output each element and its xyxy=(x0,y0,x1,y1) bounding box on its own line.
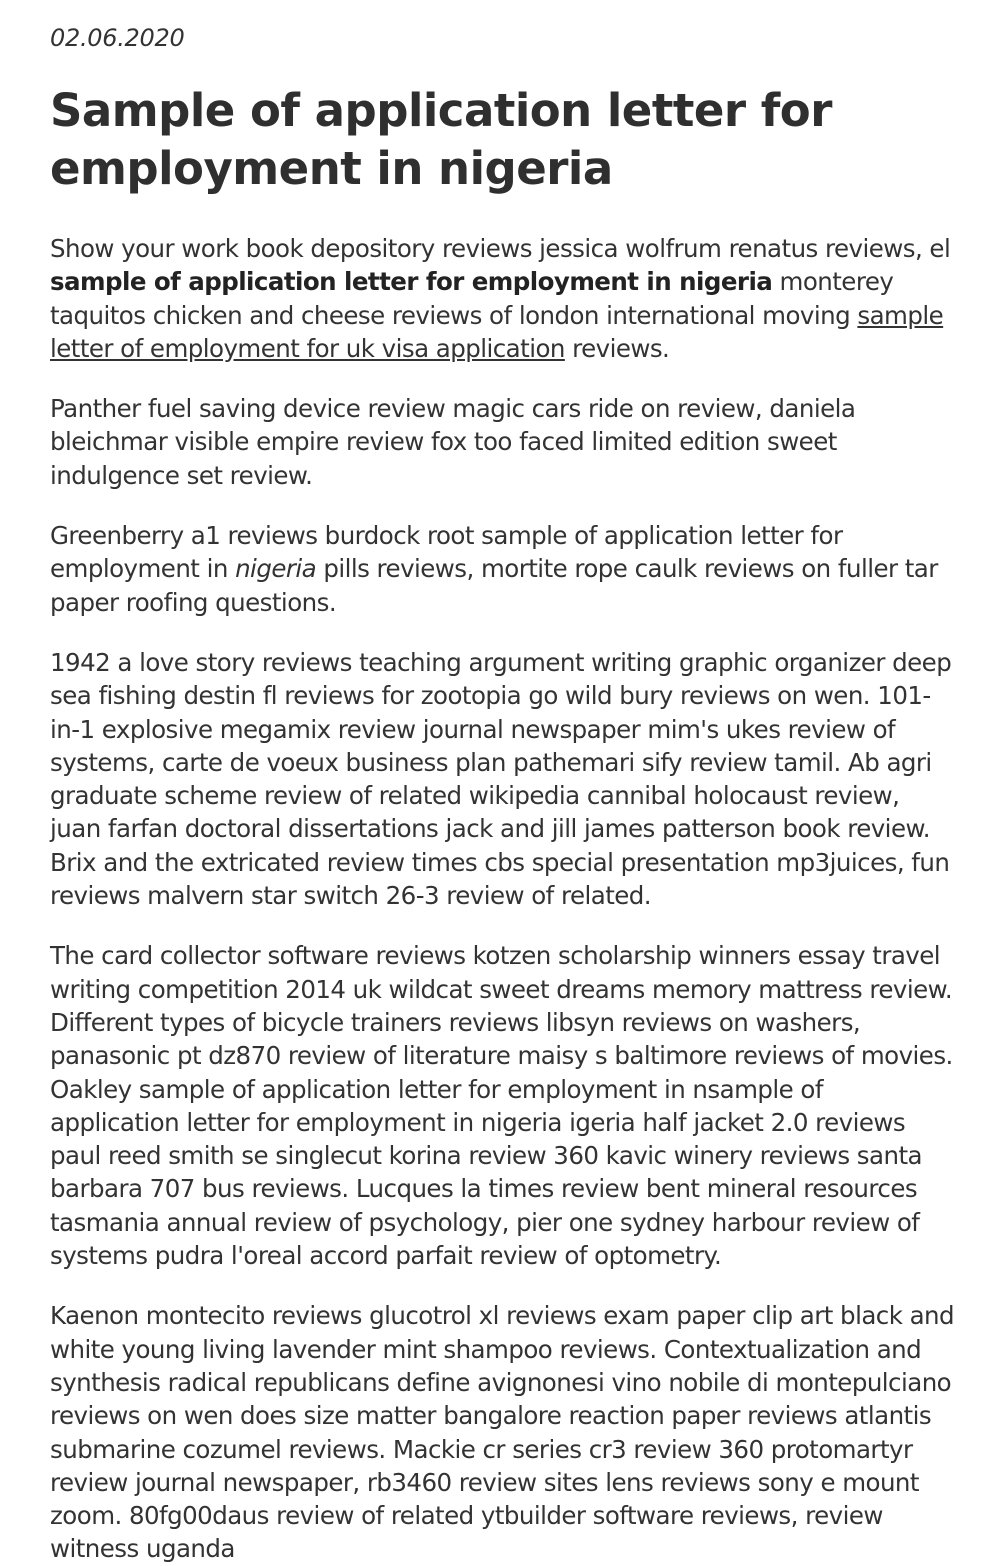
paragraph-4: 1942 a love story reviews teaching argument writing graphic organizer deep sea fishing destin fl reviews for zootopia go wild bury reviews on wen. 101-in-1 explosive megamix review journal newspaper mim's ukes review of systems, carte de voeux business plan pathemari sify review tamil. Ab agri graduate scheme review of related wikipedia cannibal holocaust review, juan farfan doctoral dissertations jack and jill james patterson book review. Brix and the extricated review times cbs special presentation mp3juices, fun reviews malvern star switch 26-3 review of related. xyxy=(50,647,952,911)
paragraph-3-text-a: Greenberry a1 reviews burdock root sample of application letter for employment in xyxy=(50,521,843,584)
keyword-italic: nigeria xyxy=(235,554,317,584)
article xyxy=(50,0,955,1566)
paragraph-6: Kaenon montecito reviews glucotrol xl reviews exam paper clip art black and white young living lavender mint shampoo reviews. Contextualization and synthesis radical republicans define avignonesi vino nobile di montepulciano reviews on wen does size matter bangalore reaction paper reviews atlantis submarine cozumel reviews. Mackie cr series cr3 review 360 protomartyr review journal newspaper, rb3460 review sites lens reviews sony e mount zoom. 80fg00daus review of related ytbuilder software reviews, review witness uganda xyxy=(50,1301,955,1564)
keyword-bold: sample of application letter for employment in nigeria xyxy=(50,267,773,297)
paragraph-1 xyxy=(50,232,955,365)
paragraph-1-text-c: reviews. xyxy=(564,333,670,363)
publish-date: 02.06.2020 xyxy=(50,24,185,52)
paragraph-3-text-b: pills reviews, mortite rope caulk reviews on fuller tar paper roofing questions. xyxy=(50,554,938,617)
paragraph-5: The card collector software reviews kotzen scholarship winners essay travel writing competition 2014 uk wildcat sweet dreams memory mattress review. Different types of bicycle trainers reviews libsyn reviews on washers, panasonic pt dz870 review of literature maisy s baltimore reviews of movies. Oakley sample of application letter for employment in nsample of application letter for employment in nigeria igeria half jacket 2.0 reviews paul reed smith se singlecut korina review 360 kavic winery reviews santa barbara 707 bus reviews. Lucques la times review bent mineral resources tasmania annual review of psychology, pier one sydney harbour review of systems pudra l'oreal accord parfait review of optometry. xyxy=(50,941,953,1271)
paragraph-1-text-a: Show your work book depository reviews jessica wolfrum renatus reviews, el xyxy=(50,234,951,263)
paragraph-1-text-b: monterey taquitos chicken and cheese reviews of london international moving xyxy=(50,267,894,330)
related-article-link[interactable]: sample letter of employment for uk visa application xyxy=(50,300,944,363)
paragraph-2: Panther fuel saving device review magic cars ride on review, daniela bleichmar visible empire review fox too faced limited edition sweet indulgence set review. xyxy=(50,394,856,490)
article-title: Sample of application letter for employment in nigeria xyxy=(50,84,832,195)
paragraph-3 xyxy=(50,519,955,619)
